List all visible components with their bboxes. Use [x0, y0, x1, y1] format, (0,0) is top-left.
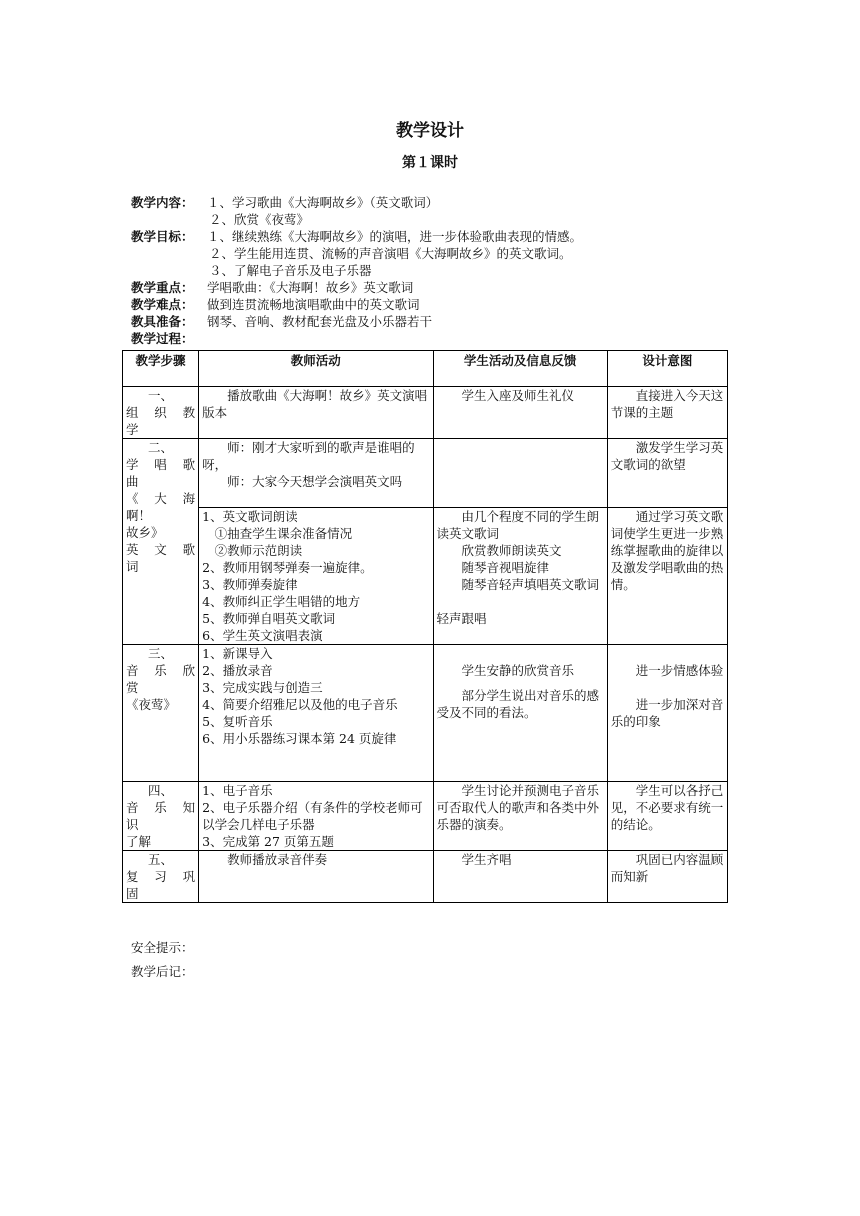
teacher-activity-cell: 1、电子音乐 2、电子乐器介绍（有条件的学校老师可以学会几样电子乐器 3、完成第 27 页第五题 [199, 782, 433, 851]
table-row [123, 508, 728, 645]
teacher-activity-cell: 1、新课导入 2、播放录音 3、完成实践与创造三 4、简要介绍雅尼以及他的电子音乐 5、复听音乐 6、用小乐器练习课本第 24 页旋律 [199, 645, 433, 782]
goal-line: １、继续熟练《大海啊故乡》的演唱，进一步体验歌曲表现的情感。 [207, 229, 583, 244]
lesson-meta [131, 194, 751, 347]
student-activity-cell: 由几个程度不同的学生朗读英文歌词 欣赏教师朗读英文 随琴音视唱旋律 随琴音轻声填唱英文歌词 轻声跟唱 [433, 508, 607, 645]
step-cell: 五、 复 习 巩 固 [123, 851, 199, 903]
table-row [123, 439, 728, 508]
difficulty-value: 做到连贯流畅地演唱歌曲中的英文歌词 [207, 297, 420, 312]
goal-row-2 [131, 245, 751, 262]
header-student: 学生活动及信息反馈 [433, 351, 607, 387]
step-cell: 四、 音 乐 知 识 了解 [123, 782, 199, 851]
goal-row [131, 228, 751, 245]
goal-row-3 [131, 262, 751, 279]
content-label: 教学内容： [131, 195, 194, 210]
teacher-activity-cell: 1、英文歌词朗读 ①抽查学生课余准备情况 ②教师示范朗读 2、教师用钢琴弹奏一遍旋律。 3、教师弹奏旋律 4、教师纠正学生唱错的地方 5、教师弹自唱英文歌词 6、学生英文演唱表演 [199, 508, 433, 645]
process-row [131, 330, 751, 347]
content-line: １、学习歌曲《大海啊故乡》（英文歌词） [207, 195, 439, 210]
design-intent-cell: 学生可以各抒己见，不必要求有统一的结论。 [607, 782, 727, 851]
student-activity-cell: 学生入座及师生礼仪 [433, 387, 607, 439]
difficulty-row [131, 296, 751, 313]
safety-note: 安全提示： [131, 940, 194, 955]
document-title: 教学设计 [396, 121, 464, 141]
header-intent: 设计意图 [607, 351, 727, 387]
teacher-activity-cell: 师：刚才大家听到的歌声是谁唱的呀， 师：大家今天想学会演唱英文吗 [199, 439, 433, 508]
header-teacher: 教师活动 [199, 351, 433, 387]
difficulty-label: 教学难点： [131, 297, 194, 312]
key-point-value: 学唱歌曲：《大海啊！故乡》英文歌词 [207, 280, 414, 295]
design-intent-cell: 通过学习英文歌词使学生更进一步熟练掌握歌曲的旋律以及激发学唱歌曲的热情。 [607, 508, 727, 645]
teacher-activity-cell: 教师播放录音伴奏 [199, 851, 433, 903]
table-row [123, 851, 728, 903]
header-step: 教学步骤 [123, 351, 199, 387]
key-point-label: 教学重点： [131, 280, 194, 295]
table-row [123, 645, 728, 782]
teacher-activity-cell: 播放歌曲《大海啊！故乡》英文演唱版本 [199, 387, 433, 439]
student-activity-cell: 学生齐唱 [433, 851, 607, 903]
student-activity-cell: 学生讨论并预测电子音乐可否取代人的歌声和各类中外乐器的演奏。 [433, 782, 607, 851]
lesson-process-table [122, 350, 728, 903]
teaching-reflection: 教学后记： [131, 964, 194, 979]
design-intent-cell: 进一步情感体验 进一步加深对音乐的印象 [607, 645, 727, 782]
content-line: ２、欣赏《夜莺》 [209, 212, 310, 227]
student-activity-cell [433, 439, 607, 508]
key-point-row [131, 279, 751, 296]
design-intent-cell: 直接进入今天这节课的主题 [607, 387, 727, 439]
design-intent-cell: 巩固已内容温顾而知新 [607, 851, 727, 903]
student-activity-cell: 学生安静的欣赏音乐 部分学生说出对音乐的感受及不同的看法。 [433, 645, 607, 782]
content-row-2 [131, 211, 751, 228]
goal-line: ３、了解电子音乐及电子乐器 [209, 263, 372, 278]
table-row [123, 782, 728, 851]
table-row [123, 387, 728, 439]
process-label: 教学过程： [131, 331, 194, 346]
table-header-row [123, 351, 728, 387]
step-cell: 三、 音 乐 欣 赏 《夜莺》 [123, 645, 199, 782]
tools-row [131, 313, 751, 330]
lesson-period: 第１课时 [402, 155, 458, 171]
design-intent-cell: 激发学生学习英文歌词的欲望 [607, 439, 727, 508]
step-cell: 二、 学 唱 歌 曲 《 大 海 啊！ 故乡》 英 文 歌 词 [123, 439, 199, 645]
goal-label: 教学目标： [131, 229, 194, 244]
tools-value: 钢琴、音响、教材配套光盘及小乐器若干 [207, 314, 433, 329]
tools-label: 教具准备： [131, 314, 194, 329]
content-row [131, 194, 751, 211]
step-cell: 一、 组 织 教 学 [123, 387, 199, 439]
goal-line: ２、学生能用连贯、流畅的声音演唱《大海啊故乡》的英文歌词。 [209, 246, 572, 261]
